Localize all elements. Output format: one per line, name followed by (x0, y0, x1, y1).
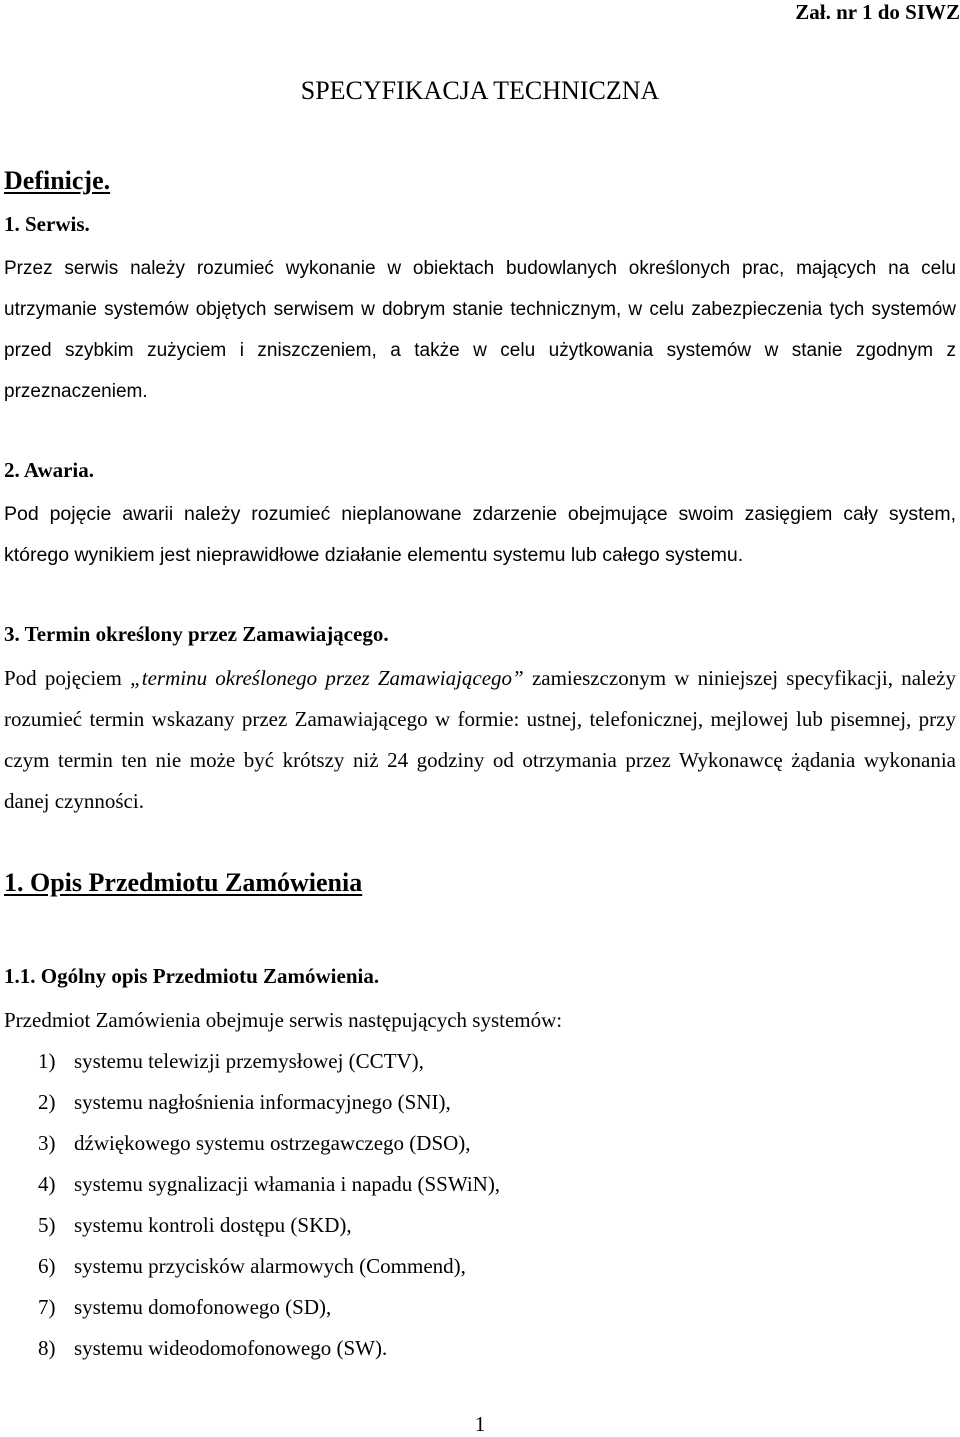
section-heading-opis-przedmiotu: 1. Opis Przedmiotu Zamówienia (4, 868, 363, 897)
list-item-text: systemu wideodomofonowego (SW). (74, 1336, 388, 1360)
list-item-text: systemu nagłośnienia informacyjnego (SNI), (74, 1090, 451, 1114)
systems-list (38, 1044, 500, 1372)
list-item-text: systemu kontroli dostępu (SKD), (74, 1213, 352, 1237)
list-item-number: 1) (38, 1049, 56, 1073)
list-item-text: dźwiękowego systemu ostrzegawczego (DSO), (74, 1131, 471, 1155)
list-item-number: 3) (38, 1131, 56, 1155)
definition-heading-termin: 3. Termin określony przez Zamawiającego. (4, 622, 389, 646)
list-item (38, 1126, 500, 1167)
list-item-text: systemu sygnalizacji włamania i napadu (SSWiN), (74, 1172, 501, 1196)
list-item-number: 6) (38, 1254, 56, 1278)
page-number: 1 (474, 1412, 486, 1436)
definition-text-serwis: Przez serwis należy rozumieć wykonanie w obiektach budowlanych określonych prac, mających na celu utrzymanie systemów objętych serwisem w dobrym stanie technicznym, w celu zabezpieczenia tych systemów przed szybkim zużyciem i zniszczeniem, a także w celu użytkowania systemów w stanie zgodnym z przeznaczeniem. (4, 258, 956, 402)
list-item (38, 1208, 500, 1249)
definition-text-termin-rest: zamieszczonym w niniejszej specyfikacji, należy rozumieć termin wskazany przez Zamawiającego w formie: ustnej, telefonicznej, mejlowej lub pisemnej, przy czym termin ten nie może być krótszy niż 24 godziny od otrzymania przez Wykonawcę żądania wykonania danej czynności. (4, 666, 956, 813)
list-item (38, 1167, 500, 1208)
list-item (38, 1249, 500, 1290)
list-item-number: 4) (38, 1172, 56, 1196)
list-item-number: 2) (38, 1090, 56, 1114)
definition-text-termin-intro: Pod pojęciem (4, 666, 131, 690)
definition-text-termin (4, 658, 956, 822)
list-item-number: 7) (38, 1295, 56, 1319)
list-item (38, 1044, 500, 1085)
list-item (38, 1331, 500, 1372)
list-item-number: 5) (38, 1213, 56, 1237)
document-title: SPECYFIKACJA TECHNICZNA (300, 76, 660, 105)
list-item-number: 8) (38, 1336, 56, 1360)
attachment-reference: Zał. nr 1 do SIWZ (795, 0, 960, 24)
definition-text-awaria: Pod pojęcie awarii należy rozumieć nieplanowane zdarzenie obejmujące swoim zasięgiem cały system, którego wynikiem jest nieprawidłowe działanie elementu systemu lub całego systemu. (4, 503, 956, 566)
subsection-heading-ogolny-opis: 1.1. Ogólny opis Przedmiotu Zamówienia. (4, 964, 380, 988)
definition-heading-serwis: 1. Serwis. (4, 212, 90, 236)
list-item-text: systemu domofonowego (SD), (74, 1295, 332, 1319)
list-item-text: systemu przycisków alarmowych (Commend), (74, 1254, 466, 1278)
definition-text-termin-emphasis: „terminu określonego przez Zamawiającego” (130, 666, 524, 690)
definition-heading-awaria: 2. Awaria. (4, 458, 95, 482)
systems-intro: Przedmiot Zamówienia obejmuje serwis następujących systemów: (4, 1008, 563, 1032)
list-item-text: systemu telewizji przemysłowej (CCTV), (74, 1049, 424, 1073)
list-item (38, 1085, 500, 1126)
list-item (38, 1290, 500, 1331)
definitions-heading: Definicje. (4, 166, 111, 195)
